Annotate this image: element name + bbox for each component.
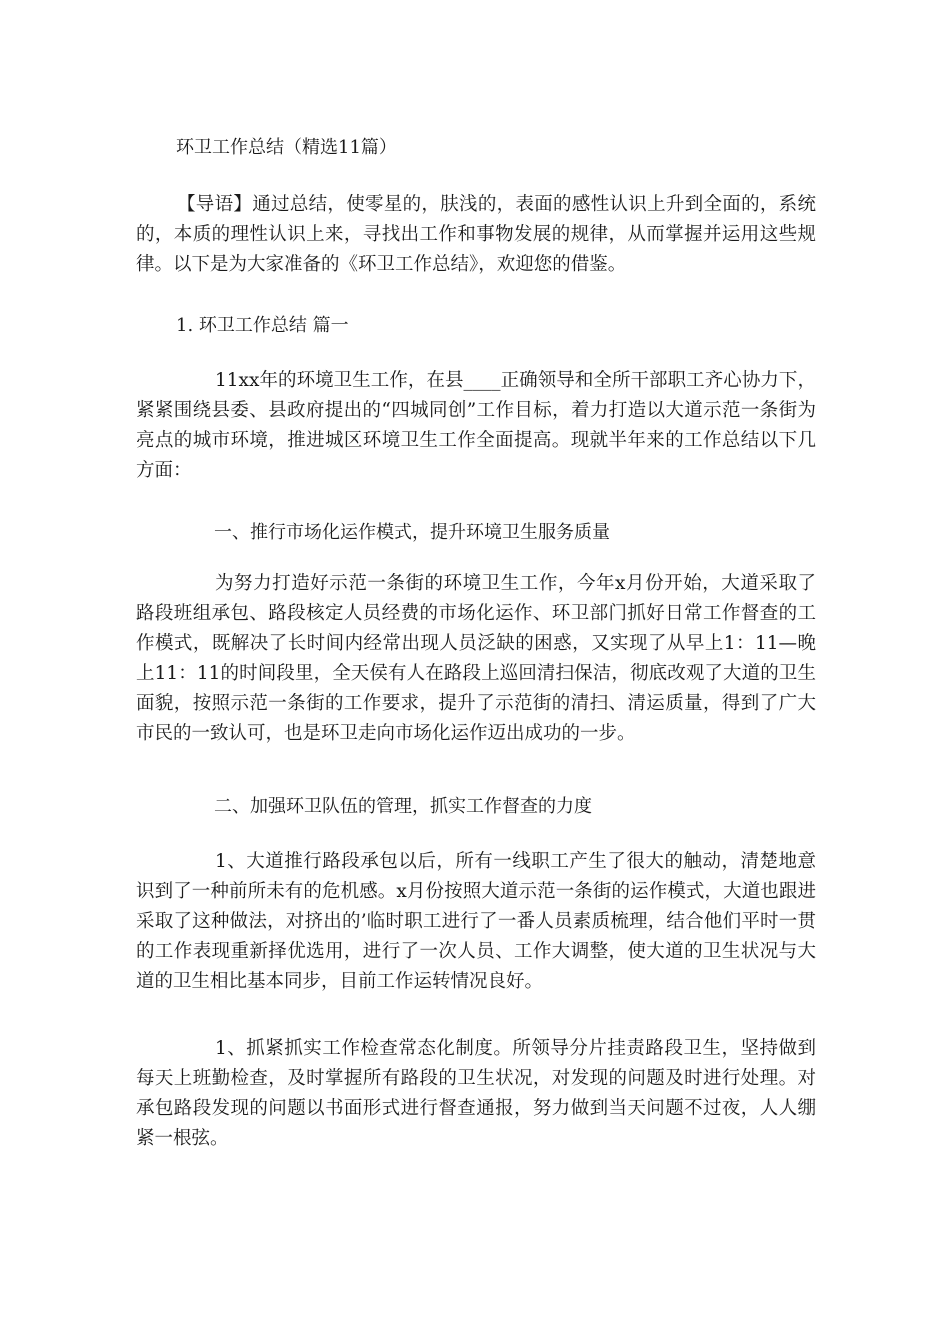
body-paragraph-4: 1、抓紧抓实工作检查常态化制度。所领导分片挂责路段卫生，坚持做到每天上班勤检查，及时掌握所有路段的卫生状况，对发现的问题及时进行处理。对承包路段发现的问题以书面形式进行督查通报，努力做到当天问题不过夜，人人绷紧一根弦。 — [136, 1038, 816, 1149]
section-heading-2: 二、加强环卫队伍的管理，抓实工作督查的力度 — [214, 796, 592, 817]
intro-paragraph: 【导语】通过总结，使零星的，肤浅的，表面的感性认识上升到全面的，系统的，本质的理性认识上来，寻找出工作和事物发展的规律，从而掌握并运用这些规律。以下是为大家准备的《环卫工作总结》，欢迎您的借鉴。 — [136, 194, 816, 275]
body-paragraph-1: 11xx年的环境卫生工作，在县____正确领导和全所干部职工齐心协力下，紧紧围绕县委、县政府提出的“四城同创”工作目标，着力打造以大道示范一条街为亮点的城市环境，推进城区环境卫生工作全面提高。现就半年来的工作总结以下几方面： — [136, 370, 816, 481]
document-title: 环卫工作总结（精选11篇） — [176, 137, 397, 158]
body-paragraph-3: 1、大道推行路段承包以后，所有一线职工产生了很大的触动，清楚地意识到了一种前所未有的危机感。x月份按照大道示范一条街的运作模式，大道也跟进采取了这种做法，对挤出的’临时职工进行了一番人员素质梳理，结合他们平时一贯的工作表现重新择优选用，进行了一次人员、工作大调整，使大道的卫生状况与大道的卫生相比基本同步，目前工作运转情况良好。 — [136, 851, 816, 992]
section-heading-1: 一、推行市场化运作模式，提升环境卫生服务质量 — [214, 522, 610, 543]
body-paragraph-2: 为努力打造好示范一条街的环境卫生工作，今年x月份开始，大道采取了路段班组承包、路段核定人员经费的市场化运作、环卫部门抓好日常工作督查的工作模式，既解决了长时间内经常出现人员泛缺的困惑，又实现了从早上1：11—晚上11：11的时间段里，全天侯有人在路段上巡回清扫保洁，彻底改观了大道的卫生面貌，按照示范一条街的工作要求，提升了示范街的清扫、清运质量，得到了广大市民的一致认可，也是环卫走向市场化运作迈出成功的一步。 — [136, 573, 816, 744]
part-heading: 1. 环卫工作总结 篇一 — [176, 315, 349, 336]
